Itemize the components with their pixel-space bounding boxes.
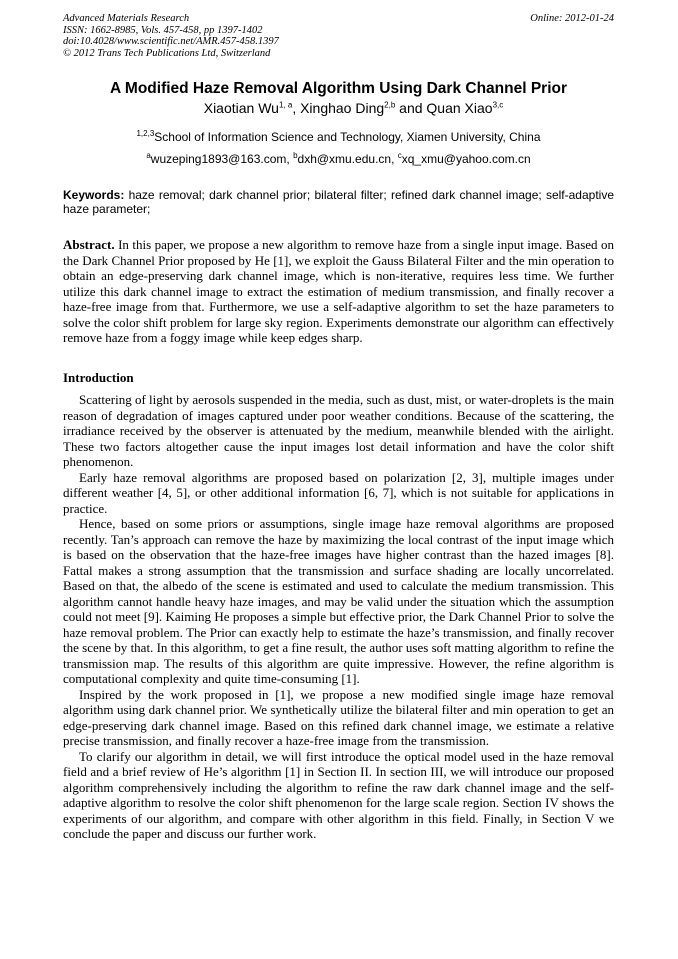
author-name: Quan Xiao <box>426 100 493 116</box>
online-date: Online: 2012-01-24 <box>530 13 614 24</box>
email-link[interactable]: xq_xmu@yahoo.com.cn <box>401 152 531 166</box>
author-affil-mark: 3,c <box>492 100 504 110</box>
email-separator: , <box>391 152 398 166</box>
author-list <box>63 100 614 116</box>
author-name: Xiaotian Wu <box>203 100 279 116</box>
email-list <box>63 152 614 166</box>
paragraph: To clarify our algorithm in detail, we will first introduce the optical model used in the haze removal field and a brief review of He’s algorithm [1] in Section II. In section III, we will introduce our proposed algorithm comprehensively including the algorithm to refine the raw dark channel image and the self-adaptive algorithm to resolve the color shift phenomenon for the large scale region. Section IV shows the experiments of our algorithm, and compare with other algorithm in this field. Finally, in Section V we conclude the paper and discuss our further work. <box>63 748 614 841</box>
issn-line: ISSN: 1662-8985, Vols. 457-458, pp 1397-1402 <box>63 24 263 36</box>
keywords-label: Keywords: <box>63 188 125 202</box>
email-mark: c <box>397 151 402 160</box>
email-link[interactable]: dxh@xmu.edu.cn <box>297 152 392 166</box>
affiliation <box>63 130 614 144</box>
keywords <box>63 188 614 216</box>
author-separator: , <box>292 100 301 116</box>
author-separator: and <box>395 100 427 116</box>
author-name: Xinghao Ding <box>300 100 385 116</box>
abstract-label: Abstract. <box>63 237 115 252</box>
email-link[interactable]: wuzeping1893@163.com <box>150 152 287 166</box>
section-heading-introduction: Introduction <box>63 370 134 385</box>
introduction-body <box>63 392 614 842</box>
email-separator: , <box>286 152 294 166</box>
email-mark: b <box>293 151 298 160</box>
email-mark: a <box>146 151 151 160</box>
affiliation-mark: 1,2,3 <box>136 129 155 138</box>
doi-line: doi:10.4028/www.scientific.net/AMR.457-458.1397 <box>63 36 279 47</box>
paragraph: Inspired by the work proposed in [1], we propose a new modified single image haze removal algorithm using dark channel prior. We synthetically utilize the bilateral filter and min operation to get an edge-preserving dark channel image. Based on this refined dark channel image, we estimate a relative precise transmission, and finally recover a haze-free image from the transmission. <box>63 686 614 748</box>
journal-header <box>63 13 279 59</box>
affiliation-text: School of Information Science and Technology, Xiamen University, China <box>154 130 541 144</box>
author-affil-mark: 2,b <box>384 100 396 110</box>
abstract <box>63 237 614 346</box>
paragraph: Scattering of light by aerosols suspended in the media, such as dust, mist, or water-droplets is the main reason of degradation of images captured under poor weather conditions. Because of the scattering, the irradiance received by the observer is attenuated by the medium, meanwhile blended with the airlight. These two factors altogether cause the input images lost detail information and have the color shift phenomenon. <box>63 392 614 469</box>
paragraph: Hence, based on some priors or assumptions, single image haze removal algorithms are proposed recently. Tan’s approach can remove the haze by maximizing the local contrast of the input image which is based on the observation that the haze-free images have higher contrast than the hazed images [8]. Fattal makes a strong assumption that the transmission and surface shading are locally uncorrelated. Based on that, the albedo of the scene is estimated and used to calculate the medium transmission. This algorithm cannot handle heavy haze images, and may be valid under the situation which the assumption could not meet [9]. Kaiming He proposes a simple but effective prior, the Dark Channel Prior to solve the haze removal problem. The Prior can exactly help to estimate the haze’s transmission, and finally recover the scene by that. In this algorithm, to get a fine result, the author uses soft matting algorithm to refine the transmission map. The results of this algorithm are quite impressive. However, the refine algorithm is computational complexity and quite time-consuming [1]. <box>63 516 614 686</box>
paragraph: Early haze removal algorithms are proposed based on polarization [2, 3], multiple images under different weather [4, 5], or other additional information [6, 7], which is not suitable for applications in practice. <box>63 469 614 516</box>
author-affil-mark: 1, a <box>278 100 293 110</box>
paper-title: A Modified Haze Removal Algorithm Using Dark Channel Prior <box>109 80 568 97</box>
keywords-text: haze removal; dark channel prior; bilateral filter; refined dark channel image; self-adaptive haze parameter; <box>63 188 614 216</box>
copyright-line: © 2012 Trans Tech Publications Ltd, Switzerland <box>63 47 271 59</box>
journal-name: Advanced Materials Research <box>63 13 190 24</box>
abstract-text: In this paper, we propose a new algorithm to remove haze from a single input image. Based on the Dark Channel Prior proposed by He [1], we exploit the Gauss Bilateral Filter and the min operation to obtain an edge-preserving dark channel image, which is non-iterative, requires less time. We further utilize this dark channel image to extract the estimation of medium transmission, and finally recover a haze-free image from that. Furthermore, we use a self-adaptive algorithm to set the haze parameters to solve the color shift problem for large sky region. Experiments demonstrate our algorithm can effectively remove haze from a foggy image while keep edges sharp. <box>63 237 614 345</box>
